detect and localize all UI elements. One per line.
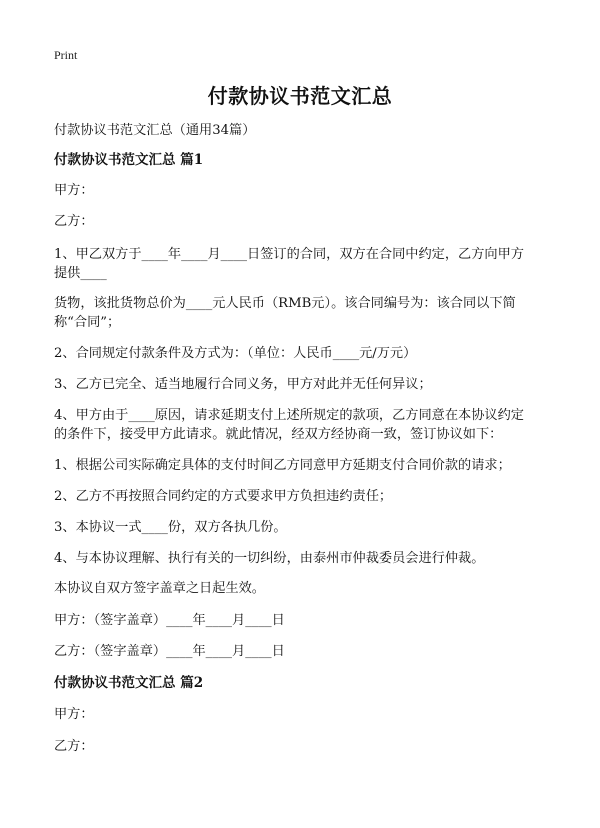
item-4-line-2: 的条件下，接受甲方此请求。就此情况，经双方经协商一致，签订协议如下： — [54, 427, 503, 442]
signature-party-a: 甲方：（签字盖章）____年____月____日 — [54, 613, 285, 628]
effective-statement: 本协议自双方签字盖章之日起生效。 — [54, 581, 265, 596]
section-2-heading: 付款协议书范文汇总 篇2 — [54, 675, 204, 691]
goods-line-1: 货物，该批货物总价为____元人民币（RMB元）。该合同编号为：该合同以下简 — [54, 296, 516, 311]
clause-2: 2、乙方不再按照合同约定的方式要求甲方负担违约责任； — [54, 489, 393, 504]
item-2: 2、合同规定付款条件及方式为：（单位：人民币____元/万元） — [54, 346, 417, 361]
document-subtitle: 付款协议书范文汇总（通用34篇） — [54, 123, 256, 138]
clause-4: 4、与本协议理解、执行有关的一切纠纷，由泰州市仲裁委员会进行仲裁。 — [54, 551, 485, 566]
item-3: 3、乙方已完全、适当地履行合同义务，甲方对此并无任何异议； — [54, 377, 432, 392]
clause-1: 1、根据公司实际确定具体的支付时间乙方同意甲方延期支付合同价款的请求； — [54, 458, 511, 473]
section-2-party-b-label: 乙方： — [54, 739, 94, 754]
party-a-label: 甲方： — [54, 183, 94, 198]
party-b-label: 乙方： — [54, 214, 94, 229]
signature-party-b: 乙方：（签字盖章）____年____月____日 — [54, 644, 285, 659]
document-title: 付款协议书范文汇总 — [207, 84, 393, 108]
clause-3: 3、本协议一式____份，双方各执几份。 — [54, 520, 287, 535]
item-1-line-1: 1、甲乙双方于____年____月____日签订的合同，双方在合同中约定，乙方向甲方 — [54, 247, 524, 262]
item-4-line-1: 4、甲方由于____原因，请求延期支付上述所规定的款项，乙方同意在本协议约定 — [54, 408, 524, 423]
goods-line-2: 称“合同”； — [54, 315, 121, 330]
section-2-party-a-label: 甲方： — [54, 707, 94, 722]
print-label: Print — [54, 48, 78, 62]
item-1-line-2: 提供____ — [54, 266, 107, 281]
section-1-heading: 付款协议书范文汇总 篇1 — [54, 152, 204, 168]
